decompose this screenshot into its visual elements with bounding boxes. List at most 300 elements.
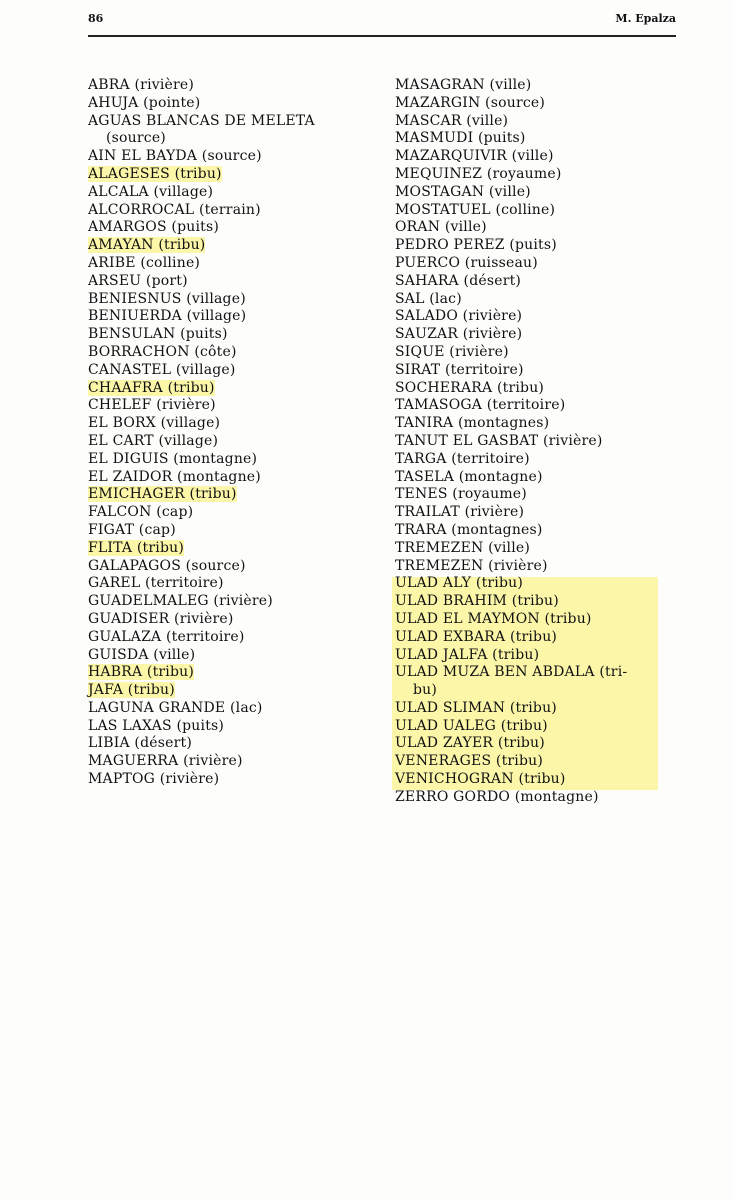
place-type: (tribu) xyxy=(509,628,558,645)
index-entry xyxy=(395,184,680,202)
place-type: (village) xyxy=(186,308,247,325)
place-type: (désert) xyxy=(463,272,522,289)
place-name: CANASTEL xyxy=(88,361,172,378)
index-entry xyxy=(88,415,378,433)
entry-text xyxy=(395,433,603,449)
index-entry xyxy=(395,148,680,166)
place-name: AMARGOS xyxy=(88,219,167,236)
index-entry xyxy=(88,130,378,148)
place-name: SAL xyxy=(395,290,425,307)
entry-text xyxy=(395,771,566,787)
place-name: GUADISER xyxy=(88,610,170,627)
place-type: (rivière) xyxy=(174,610,234,627)
place-name: ALAGESES xyxy=(88,165,170,182)
place-name: ARSEU xyxy=(88,272,142,289)
entry-text xyxy=(395,593,559,609)
entry-text xyxy=(395,77,531,93)
index-entry xyxy=(88,291,378,309)
index-entry xyxy=(88,255,378,273)
place-name: EL DIGUIS xyxy=(88,450,169,467)
index-entry xyxy=(395,77,680,95)
entry-text xyxy=(395,735,545,751)
place-name: ULAD ALY xyxy=(395,575,472,592)
entry-text xyxy=(395,130,526,146)
place-name: BENIUERDA xyxy=(88,308,182,325)
index-entry xyxy=(88,113,378,131)
place-name: ALCALA xyxy=(88,183,149,200)
place-name: ZERRO GORDO xyxy=(395,788,511,805)
place-name: LIBIA xyxy=(88,735,130,752)
place-name: AHUJA xyxy=(88,94,139,111)
index-entry xyxy=(395,326,680,344)
index-entry xyxy=(88,558,378,576)
place-name: ARIBE xyxy=(88,254,136,271)
index-entry xyxy=(88,380,378,398)
index-entry xyxy=(88,184,378,202)
place-name: FIGAT xyxy=(88,521,135,538)
entry-text xyxy=(88,95,200,111)
place-name: TENES xyxy=(395,486,448,503)
place-type: (territoire) xyxy=(165,628,245,645)
index-entry xyxy=(395,664,680,682)
place-type: (rivière) xyxy=(543,432,603,449)
index-entry xyxy=(395,522,680,540)
place-type: (tribu) xyxy=(475,575,524,592)
entry-text xyxy=(395,753,543,769)
index-entry xyxy=(88,700,378,718)
place-name: TREMEZEN xyxy=(395,557,484,574)
entry-text xyxy=(88,326,228,342)
entry-text xyxy=(395,611,592,627)
place-name: MASCAR xyxy=(395,112,462,129)
place-type: (ruisseau) xyxy=(464,254,538,271)
place-name: LAGUNA GRANDE xyxy=(88,699,226,716)
entry-text xyxy=(395,469,543,485)
entry-text xyxy=(395,291,462,307)
place-type: (tribu) xyxy=(174,165,222,182)
entry-text xyxy=(88,415,220,431)
place-type: (rivière) xyxy=(183,753,243,770)
place-type: (montagnes) xyxy=(457,415,550,432)
place-name: TRAILAT xyxy=(395,504,460,521)
index-entry xyxy=(395,611,680,629)
index-entry xyxy=(395,202,680,220)
index-entry xyxy=(395,273,680,291)
place-type: (rivière) xyxy=(449,343,509,360)
place-name: CHELEF xyxy=(88,397,152,414)
place-name: GALAPAGOS xyxy=(88,557,181,574)
index-entry xyxy=(88,308,378,326)
index-entry xyxy=(395,380,680,398)
entry-text xyxy=(88,647,195,663)
place-name: TAMASOGA xyxy=(395,397,483,414)
place-name: ULAD UALEG xyxy=(395,717,497,734)
entry-text xyxy=(395,344,509,360)
place-name: SALADO xyxy=(395,308,459,325)
entry-text xyxy=(395,184,531,200)
place-type: (tribu) xyxy=(146,664,195,681)
entry-text xyxy=(395,451,530,467)
place-type: (rivière) xyxy=(134,77,195,93)
place-type: (village) xyxy=(153,183,214,200)
entry-text xyxy=(395,308,522,324)
index-entry xyxy=(88,219,378,237)
place-name: CHAAFRA xyxy=(88,379,163,396)
entry-text xyxy=(395,237,557,253)
index-entry xyxy=(395,593,680,611)
index-entry xyxy=(88,166,378,184)
place-name: MAGUERRA xyxy=(88,753,179,770)
place-name: TANUT EL GASBAT xyxy=(395,432,539,449)
entry-text xyxy=(395,397,565,413)
place-type: (rivière) xyxy=(159,771,220,788)
entry-text xyxy=(88,219,219,235)
index-entry xyxy=(88,575,378,593)
entry-text xyxy=(395,148,554,164)
place-type: (territoire) xyxy=(451,450,530,467)
entry-text xyxy=(88,540,184,556)
index-entry xyxy=(395,771,680,789)
place-type: (tri- xyxy=(599,664,628,681)
place-type: (tribu) xyxy=(497,735,545,752)
place-type: (cap) xyxy=(156,504,194,521)
entry-text xyxy=(88,344,237,360)
index-entry xyxy=(395,469,680,487)
entry-text xyxy=(395,113,508,129)
place-name: LAS LAXAS xyxy=(88,717,172,734)
index-entry xyxy=(395,647,680,665)
place-type: (rivière) xyxy=(462,326,523,343)
index-entry xyxy=(88,718,378,736)
place-type: (ville) xyxy=(153,646,196,663)
place-type: (tribu) xyxy=(509,699,557,716)
place-name: BORRACHON xyxy=(88,343,190,360)
index-entry xyxy=(88,593,378,611)
place-type: bu) xyxy=(413,682,438,699)
entry-text xyxy=(88,77,194,93)
index-entry xyxy=(395,308,680,326)
place-name: HABRA xyxy=(88,664,143,681)
place-type: (cap) xyxy=(138,521,176,538)
place-type: (village) xyxy=(160,415,221,432)
place-type: (terrain) xyxy=(198,201,261,218)
entry-text xyxy=(88,593,273,609)
place-name: GUISDA xyxy=(88,646,149,663)
place-name: AIN EL BAYDA xyxy=(88,148,198,165)
index-entry xyxy=(88,540,378,558)
place-name: ORAN xyxy=(395,219,441,236)
left-column xyxy=(88,77,378,789)
index-entry xyxy=(88,486,378,504)
index-entry xyxy=(395,130,680,148)
index-entry xyxy=(395,219,680,237)
index-entry xyxy=(395,451,680,469)
place-type: (lac) xyxy=(429,290,462,307)
place-name: ULAD ZAYER xyxy=(395,735,494,752)
index-entry xyxy=(395,575,680,593)
place-name: ULAD BRAHIM xyxy=(395,593,508,610)
index-entry xyxy=(395,344,680,362)
place-name: GUALAZA xyxy=(88,628,162,645)
place-name: GUADELMALEG xyxy=(88,593,209,610)
place-type: (territoire) xyxy=(145,575,224,592)
entry-text xyxy=(88,202,261,218)
place-name: BENIESNUS xyxy=(88,290,182,307)
entry-text xyxy=(88,486,237,502)
entry-text xyxy=(395,202,555,218)
index-entry xyxy=(88,771,378,789)
index-entry xyxy=(395,682,680,700)
entry-text xyxy=(88,682,175,698)
index-entry xyxy=(395,504,680,522)
index-entry xyxy=(395,433,680,451)
entry-text xyxy=(88,753,243,769)
place-name: TRARA xyxy=(395,521,447,538)
place-type: (source) xyxy=(106,130,166,147)
place-type: (montagnes) xyxy=(451,521,543,538)
index-entry xyxy=(88,95,378,113)
entry-text xyxy=(395,362,524,378)
place-name: ALCORROCAL xyxy=(88,201,195,218)
place-type: (puits) xyxy=(171,219,219,236)
index-entry xyxy=(395,113,680,131)
index-entry xyxy=(88,326,378,344)
index-entry xyxy=(395,415,680,433)
entry-text xyxy=(395,789,599,805)
place-name: VENERAGES xyxy=(395,753,492,770)
index-entry xyxy=(395,753,680,771)
place-type: (puits) xyxy=(176,717,225,734)
place-type: (rivière) xyxy=(464,504,525,521)
entry-text xyxy=(395,486,527,502)
index-entry xyxy=(88,451,378,469)
entry-text xyxy=(395,718,548,734)
place-name: PEDRO PEREZ xyxy=(395,237,505,254)
entry-text xyxy=(88,718,224,734)
running-head: M. Epalza xyxy=(615,12,676,25)
entry-text xyxy=(395,522,543,538)
index-entry xyxy=(88,522,378,540)
entry-text xyxy=(88,362,236,378)
entry-text xyxy=(88,735,192,751)
index-entry xyxy=(88,629,378,647)
place-type: (rivière) xyxy=(462,308,523,325)
place-name: MOSTATUEL xyxy=(395,201,491,218)
place-type: (montagne) xyxy=(458,468,543,485)
place-name: ULAD JALFA xyxy=(395,646,488,663)
place-name: ULAD EXBARA xyxy=(395,628,506,645)
entry-text xyxy=(395,558,548,574)
place-name: SAUZAR xyxy=(395,326,459,343)
place-type: (côte) xyxy=(194,343,237,360)
place-name: MAZARQUIVIR xyxy=(395,148,508,165)
place-type: (ville) xyxy=(511,148,554,165)
place-type: (ville) xyxy=(466,112,509,129)
index-entry xyxy=(88,344,378,362)
place-type: (désert) xyxy=(134,735,192,752)
place-name: EMICHAGER xyxy=(88,486,185,503)
place-type: (royaume) xyxy=(486,165,562,182)
place-type: (territoire) xyxy=(445,361,524,378)
index-entry xyxy=(88,273,378,291)
place-type: (source) xyxy=(201,148,262,165)
index-entry xyxy=(88,611,378,629)
index-entry xyxy=(395,558,680,576)
index-entry xyxy=(395,362,680,380)
index-entry xyxy=(395,735,680,753)
place-name: BENSULAN xyxy=(88,326,176,343)
index-entry xyxy=(88,753,378,771)
entry-text xyxy=(395,95,545,111)
index-entry xyxy=(395,789,680,807)
index-entry xyxy=(395,255,680,273)
right-column xyxy=(395,77,680,807)
index-entry xyxy=(88,148,378,166)
entry-text xyxy=(88,664,194,680)
place-name: MAZARGIN xyxy=(395,94,481,111)
entry-text xyxy=(395,700,557,716)
entry-text xyxy=(395,629,557,645)
place-name: EL CART xyxy=(88,432,154,449)
entry-text xyxy=(88,166,222,182)
place-name: PUERCO xyxy=(395,254,461,271)
index-entry xyxy=(395,629,680,647)
place-name: ABRA xyxy=(88,77,130,93)
place-name: ULAD EL MAYMON xyxy=(395,610,540,627)
index-entry xyxy=(88,397,378,415)
index-entry xyxy=(395,237,680,255)
place-type: (ville) xyxy=(488,539,531,556)
place-name: ULAD SLIMAN xyxy=(395,699,506,716)
entry-text xyxy=(88,771,219,787)
place-type: (colline) xyxy=(495,201,556,218)
entry-text xyxy=(88,611,234,627)
entry-text xyxy=(395,380,544,396)
entry-text xyxy=(88,433,218,449)
index-entry xyxy=(395,166,680,184)
place-type: (tribu) xyxy=(518,771,566,788)
place-type: (tribu) xyxy=(544,610,592,627)
place-type: (ville) xyxy=(489,77,532,93)
place-name: MEQUINEZ xyxy=(395,165,483,182)
place-name: AMAYAN xyxy=(88,237,154,254)
place-name: ULAD MUZA BEN ABDALA xyxy=(395,664,595,681)
place-name: SIRAT xyxy=(395,361,441,378)
index-entry xyxy=(88,504,378,522)
place-name: TREMEZEN xyxy=(395,539,484,556)
place-name: JAFA xyxy=(88,682,124,699)
place-type: (village) xyxy=(158,432,219,449)
place-type: (ville) xyxy=(488,183,531,200)
place-type: (village) xyxy=(186,290,246,307)
place-name: SOCHERARA xyxy=(395,379,493,396)
place-type: (colline) xyxy=(140,254,201,271)
page-number: 86 xyxy=(88,12,104,25)
place-name: TASELA xyxy=(395,468,455,485)
place-type: (port) xyxy=(145,272,188,289)
entry-text xyxy=(395,647,539,663)
page-header xyxy=(88,8,676,37)
entry-text xyxy=(88,629,245,645)
place-type: (rivière) xyxy=(488,557,548,574)
place-type: (puits) xyxy=(509,237,557,254)
entry-text xyxy=(88,575,224,591)
entry-text xyxy=(395,166,562,182)
index-entry xyxy=(88,735,378,753)
place-name: GAREL xyxy=(88,575,141,592)
entry-text xyxy=(395,575,523,591)
place-type: (territoire) xyxy=(486,397,566,414)
index-entry xyxy=(88,77,378,95)
place-type: (rivière) xyxy=(213,593,273,610)
place-type: (puits) xyxy=(180,326,228,343)
index-entry xyxy=(395,486,680,504)
place-type: (tribu) xyxy=(492,646,540,663)
entry-text xyxy=(413,682,437,698)
entry-text xyxy=(395,415,549,431)
entry-text xyxy=(88,700,263,716)
place-type: (royaume) xyxy=(452,486,527,503)
place-type: (tribu) xyxy=(158,237,206,254)
place-name: SAHARA xyxy=(395,272,459,289)
index-entry xyxy=(395,718,680,736)
place-type: (tribu) xyxy=(189,486,237,503)
place-name: AGUAS BLANCAS DE MELETA xyxy=(88,112,315,129)
entry-text xyxy=(88,504,193,520)
entry-text xyxy=(88,184,213,200)
entry-text xyxy=(88,380,215,396)
place-type: (tribu) xyxy=(496,379,545,396)
place-type: (tribu) xyxy=(127,682,175,699)
place-name: EL ZAIDOR xyxy=(88,468,173,485)
place-type: (tribu) xyxy=(511,593,559,610)
place-type: (source) xyxy=(485,94,546,111)
index-entry xyxy=(395,540,680,558)
entry-text xyxy=(395,504,524,520)
place-type: (tribu) xyxy=(500,717,548,734)
index-entry xyxy=(395,95,680,113)
place-type: (montagne) xyxy=(173,450,258,467)
place-name: FALCON xyxy=(88,504,152,521)
place-name: FLITA xyxy=(88,539,133,556)
place-type: (puits) xyxy=(477,130,526,147)
entry-text xyxy=(395,326,522,342)
entry-text xyxy=(88,148,262,164)
place-type: (pointe) xyxy=(143,94,201,111)
place-type: (village) xyxy=(175,361,236,378)
entry-text xyxy=(88,113,315,129)
index-entry xyxy=(395,291,680,309)
place-type: (montagne) xyxy=(177,468,261,485)
entry-text xyxy=(395,540,530,556)
entry-text xyxy=(88,273,188,289)
place-name: TARGA xyxy=(395,450,447,467)
place-name: MAPTOG xyxy=(88,771,156,788)
place-name: MASAGRAN xyxy=(395,77,485,93)
index-entry xyxy=(88,469,378,487)
place-type: (tribu) xyxy=(495,753,544,770)
entry-text xyxy=(106,130,166,146)
place-name: SIQUE xyxy=(395,343,445,360)
index-entry xyxy=(88,237,378,255)
entry-text xyxy=(395,219,487,235)
entry-text xyxy=(88,522,176,538)
index-entry xyxy=(88,664,378,682)
entry-text xyxy=(395,664,627,680)
place-type: (rivière) xyxy=(156,397,216,414)
place-name: EL BORX xyxy=(88,415,156,432)
place-type: (montagne) xyxy=(514,788,599,805)
